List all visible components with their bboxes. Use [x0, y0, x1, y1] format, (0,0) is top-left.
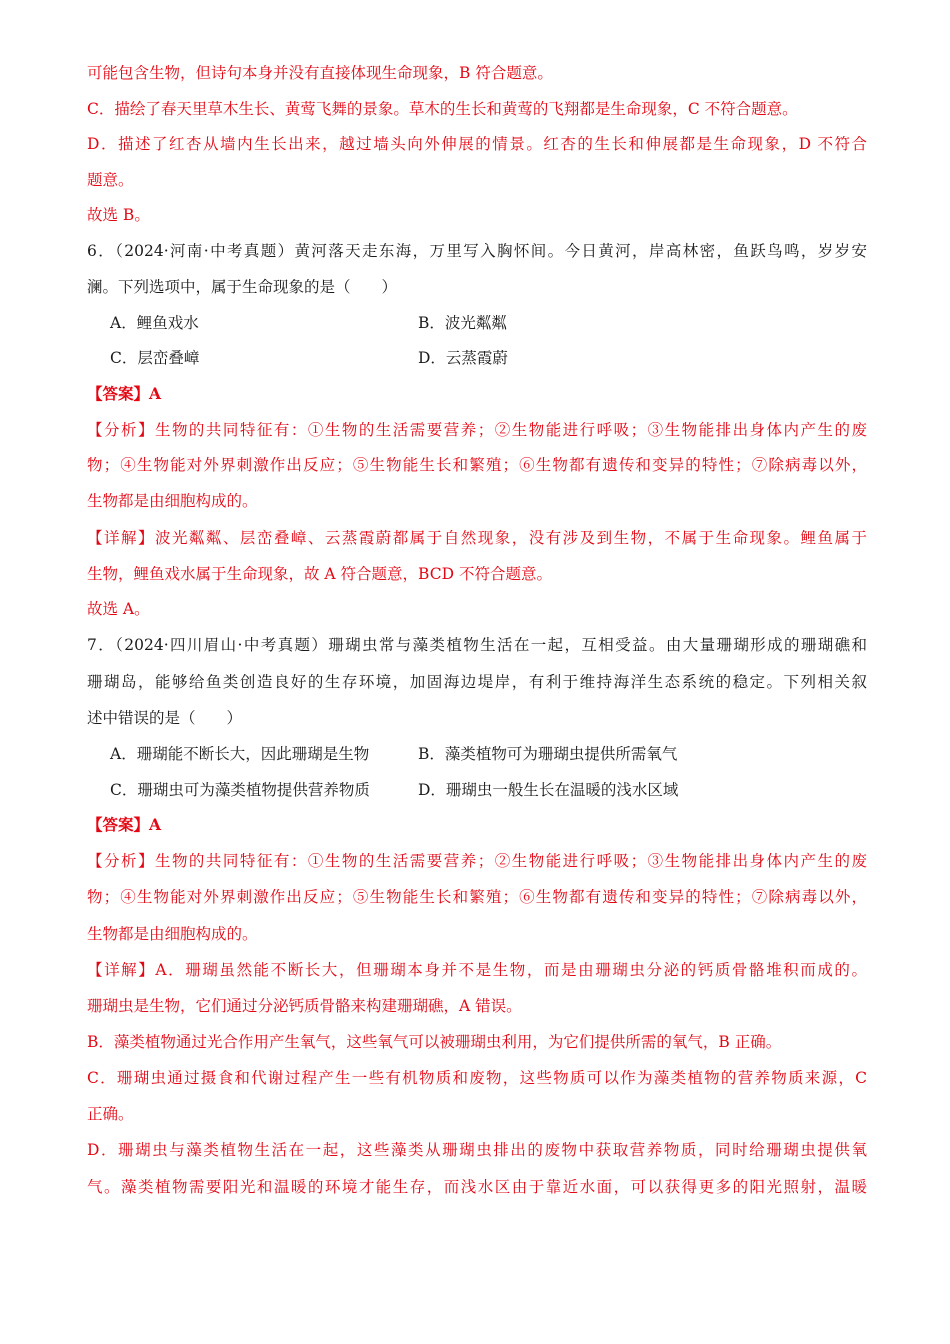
q7-detail-line: 正确。 [87, 1105, 134, 1123]
q7-option-c: C．珊瑚虫可为藻类植物提供营养物质 [110, 781, 370, 799]
q6-conclusion: 故选 A。 [87, 600, 150, 618]
q6-answer: 【答案】A [87, 384, 162, 403]
q7-stem-line: 述中错误的是（ ） [87, 709, 243, 727]
q7-analysis-line: 生物都是由细胞构成的。 [87, 925, 258, 943]
q7-stem-line: 7．（2024·四川眉山·中考真题）珊瑚虫常与藻类植物生活在一起，互相受益。由大量珊瑚形成的珊瑚礁和 [87, 636, 867, 654]
q7-analysis-line: 【分析】生物的共同特征有：①生物的生活需要营养；②生物能进行呼吸；③生物能排出身体内产生的废 [87, 852, 867, 870]
q7-detail-line: C．珊瑚虫通过摄食和代谢过程产生一些有机物质和废物，这些物质可以作为藻类植物的营养物质来源，C [87, 1069, 867, 1087]
q6-detail-line: 【详解】波光粼粼、层峦叠嶂、云蒸霞蔚都属于自然现象，没有涉及到生物，不属于生命现象。鲤鱼属于 [87, 529, 867, 547]
q7-detail-line: 【详解】A．珊瑚虽然能不断长大，但珊瑚本身并不是生物，而是由珊瑚虫分泌的钙质骨骼堆积而成的。 [87, 961, 867, 979]
q7-detail-line: B．藻类植物通过光合作用产生氧气，这些氧气可以被珊瑚虫利用，为它们提供所需的氧气，B 正确。 [87, 1033, 782, 1051]
prev-explanation-line: C．描绘了春天里草木生长、黄莺飞舞的景象。草木的生长和黄莺的飞翔都是生命现象，C 不符合题意。 [87, 100, 798, 118]
q7-detail-line: D．珊瑚虫与藻类植物生活在一起，这些藻类从珊瑚虫排出的废物中获取营养物质，同时给珊瑚虫提供氧 [87, 1141, 867, 1159]
q7-stem-line: 珊瑚岛，能够给鱼类创造良好的生存环境，加固海边堤岸，有利于维持海洋生态系统的稳定。下列相关叙 [87, 673, 867, 691]
q6-analysis-line: 【分析】生物的共同特征有：①生物的生活需要营养；②生物能进行呼吸；③生物能排出身体内产生的废 [87, 421, 867, 439]
q7-analysis-line: 物；④生物能对外界刺激作出反应；⑤生物能生长和繁殖；⑥生物都有遗传和变异的特性；⑦除病毒以外， [87, 888, 867, 906]
q6-option-a: A．鲤鱼戏水 [110, 314, 199, 332]
q7-option-a: A．珊瑚能不断长大，因此珊瑚是生物 [110, 745, 370, 763]
q7-detail-line: 气。藻类植物需要阳光和温暖的环境才能生存，而浅水区由于靠近水面，可以获得更多的阳光照射，温暖 [87, 1178, 867, 1196]
q7-detail-line: 珊瑚虫是生物，它们通过分泌钙质骨骼来构建珊瑚礁，A 错误。 [87, 997, 522, 1015]
q6-option-c: C．层峦叠嶂 [110, 349, 200, 367]
prev-explanation-line: 可能包含生物，但诗句本身并没有直接体现生命现象，B 符合题意。 [87, 64, 553, 82]
q6-stem-line: 6．（2024·河南·中考真题）黄河落天走东海，万里写入胸怀间。今日黄河，岸高林密，鱼跃鸟鸣，岁岁安 [87, 242, 867, 260]
q6-detail-line: 生物，鲤鱼戏水属于生命现象，故 A 符合题意，BCD 不符合题意。 [87, 565, 552, 583]
q6-analysis-line: 生物都是由细胞构成的。 [87, 492, 258, 510]
q6-stem-line: 澜。下列选项中，属于生命现象的是（ ） [87, 278, 398, 296]
prev-conclusion: 故选 B。 [87, 206, 150, 224]
prev-explanation-line: D．描述了红杏从墙内生长出来，越过墙头向外伸展的情景。红杏的生长和伸展都是生命现象，D 不符合 [87, 135, 867, 153]
q7-option-d: D．珊瑚虫一般生长在温暖的浅水区域 [418, 781, 679, 799]
q7-answer: 【答案】A [87, 815, 162, 834]
prev-explanation-line: 题意。 [87, 171, 134, 189]
q6-option-d: D．云蒸霞蔚 [418, 349, 508, 367]
q7-option-b: B．藻类植物可为珊瑚虫提供所需氧气 [418, 745, 678, 763]
q6-option-b: B．波光粼粼 [418, 314, 507, 332]
q6-analysis-line: 物；④生物能对外界刺激作出反应；⑤生物能生长和繁殖；⑥生物都有遗传和变异的特性；⑦除病毒以外， [87, 456, 867, 474]
